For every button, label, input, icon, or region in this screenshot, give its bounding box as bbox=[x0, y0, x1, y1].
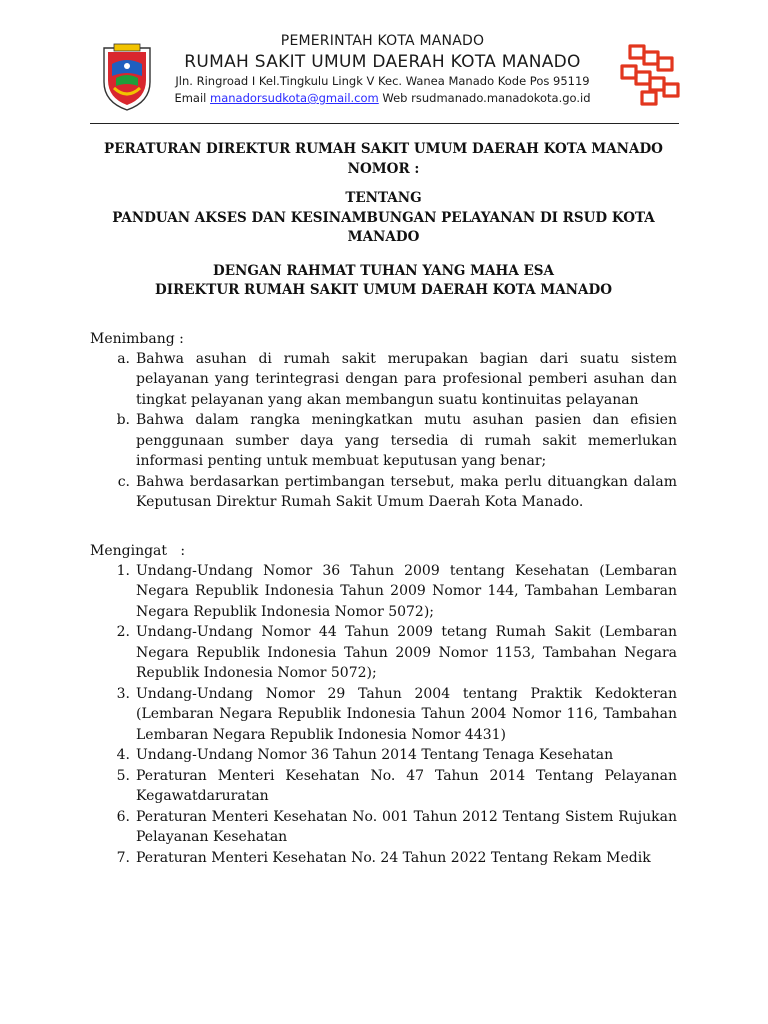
list-marker: 6. bbox=[116, 808, 130, 825]
document-body bbox=[90, 140, 677, 868]
subject-line-1: PANDUAN AKSES DAN KESINAMBUNGAN PELAYANAN DI RSUD KOTA bbox=[112, 209, 655, 226]
list-text: Peraturan Menteri Kesehatan No. 001 Tahun 2012 Tentang Sistem Rujukan Pelayanan Kesehatan bbox=[136, 808, 677, 845]
list-marker: 4. bbox=[116, 747, 130, 763]
list-marker: 3. bbox=[116, 685, 130, 702]
list-text: Bahwa berdasarkan pertimbangan tersebut, maka perlu dituangkan dalam Keputusan Direktur Rumah Sakit Umum Daerah Kota Manado. bbox=[136, 473, 677, 510]
list-marker: b. bbox=[116, 412, 130, 428]
list-text: Undang-Undang Nomor 36 Tahun 2009 tentang Kesehatan (Lembaran Negara Republik Indonesia Tahun 2009 Nomor 144, Tambahan Lembaran Negara Republik Indonesia Nomor 5072); bbox=[136, 562, 677, 620]
list-item bbox=[90, 807, 677, 848]
menimbang-list bbox=[90, 349, 677, 513]
list-marker: 7. bbox=[116, 849, 130, 866]
email-link[interactable]: manadorsudkota@gmail.com bbox=[210, 91, 379, 105]
list-marker: 5. bbox=[116, 767, 130, 784]
list-item bbox=[90, 349, 677, 411]
list-item bbox=[90, 561, 677, 623]
list-text: Bahwa dalam rangka meningkatkan mutu asuhan pasien dan efisien penggunaan sumber daya yang tersedia di rumah sakit memerlukan informasi penting untuk membuat keputusan yang benar; bbox=[136, 412, 677, 469]
list-marker: 2. bbox=[116, 624, 130, 640]
hospital-name: RUMAH SAKIT UMUM DAERAH KOTA MANADO bbox=[184, 52, 581, 72]
hospital-logo-icon bbox=[618, 44, 682, 108]
list-marker: a. bbox=[117, 350, 130, 367]
city-seal-icon bbox=[98, 42, 156, 112]
regulation-number: NOMOR : bbox=[347, 160, 420, 177]
list-item bbox=[90, 410, 677, 472]
mengingat-list bbox=[90, 561, 677, 869]
list-item bbox=[90, 622, 677, 684]
letterhead-divider bbox=[90, 123, 679, 124]
list-item bbox=[90, 766, 677, 807]
contact-line bbox=[160, 90, 605, 106]
list-item bbox=[90, 684, 677, 746]
hospital-address: Jln. Ringroad I Kel.Tingkulu Lingk V Kec. Wanea Manado Kode Pos 95119 bbox=[175, 74, 590, 88]
list-marker: c. bbox=[117, 473, 130, 490]
list-text: Undang-Undang Nomor 36 Tahun 2014 Tentang Tenaga Kesehatan bbox=[136, 747, 614, 763]
list-text: Undang-Undang Nomor 29 Tahun 2004 tentang Praktik Kedokteran (Lembaran Negara Republik Indonesia Tahun 2004 Nomor 116, Tambahan Lembaran Negara Republik Indonesia Nomor 4431) bbox=[136, 685, 677, 743]
list-item bbox=[90, 472, 677, 513]
web-address: rsudmanado.manadokota.go.id bbox=[411, 91, 591, 105]
email-label: Email bbox=[174, 91, 207, 105]
government-name: PEMERINTAH KOTA MANADO bbox=[280, 33, 485, 49]
subject-line-2: MANADO bbox=[347, 229, 420, 245]
list-text: Peraturan Menteri Kesehatan No. 24 Tahun 2022 Tentang Rekam Medik bbox=[136, 849, 651, 866]
list-text: Undang-Undang Nomor 44 Tahun 2009 tetang Rumah Sakit (Lembaran Negara Republik Indonesia Tahun 2009 Nomor 1153, Tambahan Negara Republik Indonesia Nomor 5072); bbox=[136, 624, 677, 681]
letterhead-text bbox=[160, 32, 605, 106]
letterhead bbox=[90, 30, 680, 125]
list-item bbox=[90, 745, 677, 766]
web-label: Web bbox=[382, 91, 408, 105]
menimbang-label: Menimbang : bbox=[90, 330, 184, 347]
tentang-label: TENTANG bbox=[345, 190, 422, 206]
list-item bbox=[90, 848, 677, 869]
list-marker: 1. bbox=[116, 562, 130, 579]
mengingat-label: Mengingat : bbox=[90, 542, 186, 559]
director-line: DIREKTUR RUMAH SAKIT UMUM DAERAH KOTA MANADO bbox=[155, 282, 612, 298]
list-text: Bahwa asuhan di rumah sakit merupakan bagian dari suatu sistem pelayanan yang terintegrasi dengan para profesional pemberi asuhan dan tingkat pelayanan yang akan membangun suatu kontinuitas pelayanan bbox=[136, 350, 677, 408]
regulation-title: PERATURAN DIREKTUR RUMAH SAKIT UMUM DAERAH KOTA MANADO bbox=[104, 141, 663, 157]
list-text: Peraturan Menteri Kesehatan No. 47 Tahun 2014 Tentang Pelayanan Kegawatdaruratan bbox=[136, 767, 677, 804]
rahmat-line: DENGAN RAHMAT TUHAN YANG MAHA ESA bbox=[212, 262, 555, 279]
